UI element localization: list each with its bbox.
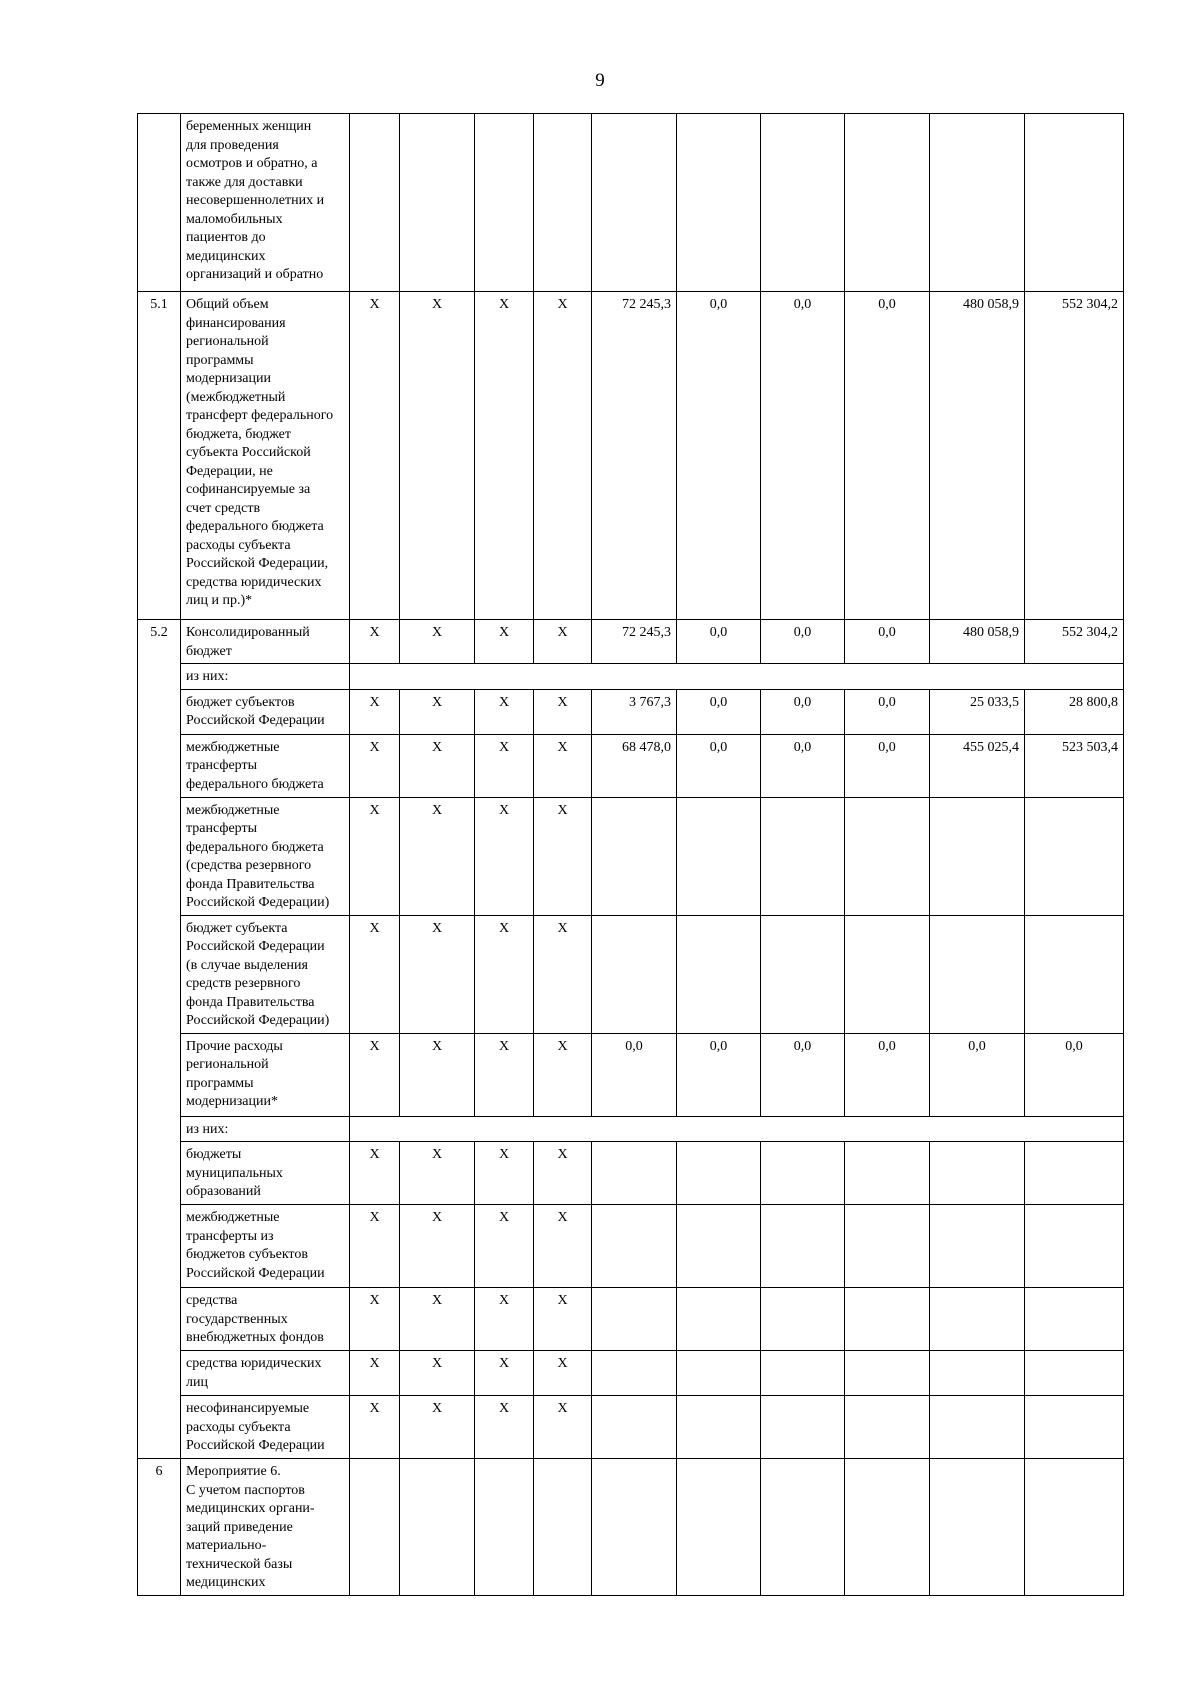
value-cell: 0,0 bbox=[677, 1033, 761, 1116]
x-mark-cell bbox=[475, 114, 534, 292]
value-cell bbox=[845, 1205, 930, 1288]
value-cell bbox=[1025, 1142, 1124, 1205]
value-cell bbox=[1025, 1288, 1124, 1351]
x-mark-cell: X bbox=[475, 1288, 534, 1351]
table-row bbox=[138, 1351, 1124, 1396]
row-number-cell: 5.1 bbox=[138, 292, 181, 620]
x-mark-cell: X bbox=[475, 797, 534, 915]
x-mark-cell: X bbox=[350, 797, 400, 915]
table-row bbox=[138, 1288, 1124, 1351]
value-cell: 480 058,9 bbox=[930, 292, 1025, 620]
row-label-cell: Общий объем финансирования региональной программы модернизации (межбюджетный трансферт федерального бюджета, бюджет субъекта Российской Федерации, не софинансируемые за счет средств федерального бюджета расходы субъекта Российской Федерации, средства юридических лиц и пр.)* bbox=[181, 292, 350, 620]
x-mark-cell: X bbox=[475, 689, 534, 734]
value-cell bbox=[677, 1351, 761, 1396]
table-row bbox=[138, 114, 1124, 292]
x-mark-cell: X bbox=[534, 292, 592, 620]
value-cell bbox=[761, 1142, 845, 1205]
value-cell: 523 503,4 bbox=[1025, 734, 1124, 797]
value-cell bbox=[1025, 1205, 1124, 1288]
x-mark-cell: X bbox=[350, 292, 400, 620]
value-cell bbox=[592, 797, 677, 915]
value-cell bbox=[930, 1351, 1025, 1396]
value-cell bbox=[592, 915, 677, 1033]
value-cell bbox=[677, 114, 761, 292]
row-label-cell: межбюджетные трансферты федерального бюджета bbox=[181, 734, 350, 797]
x-mark-cell bbox=[534, 114, 592, 292]
table-row bbox=[138, 1396, 1124, 1459]
value-cell bbox=[845, 1142, 930, 1205]
x-mark-cell bbox=[350, 1459, 400, 1596]
value-cell bbox=[592, 1459, 677, 1596]
value-cell: 0,0 bbox=[677, 734, 761, 797]
row-label-cell: межбюджетные трансферты федерального бюджета (средства резервного фонда Правительства Российской Федерации) bbox=[181, 797, 350, 915]
x-mark-cell: X bbox=[350, 1033, 400, 1116]
value-cell: 552 304,2 bbox=[1025, 292, 1124, 620]
value-cell: 0,0 bbox=[845, 292, 930, 620]
table-row bbox=[138, 1142, 1124, 1205]
row-label-cell: межбюджетные трансферты из бюджетов субъектов Российской Федерации bbox=[181, 1205, 350, 1288]
table-row bbox=[138, 734, 1124, 797]
x-mark-cell: X bbox=[400, 620, 475, 664]
value-cell bbox=[761, 915, 845, 1033]
value-cell bbox=[930, 1142, 1025, 1205]
row-label-cell: средства юридических лиц bbox=[181, 1351, 350, 1396]
value-cell bbox=[592, 1288, 677, 1351]
x-mark-cell: X bbox=[350, 620, 400, 664]
value-cell bbox=[761, 1288, 845, 1351]
value-cell bbox=[930, 915, 1025, 1033]
x-mark-cell: X bbox=[475, 1205, 534, 1288]
x-mark-cell: X bbox=[400, 1205, 475, 1288]
x-mark-cell: X bbox=[534, 1288, 592, 1351]
x-mark-cell: X bbox=[350, 1396, 400, 1459]
x-mark-cell: X bbox=[475, 620, 534, 664]
empty-span-cell bbox=[350, 664, 1124, 690]
x-mark-cell: X bbox=[400, 734, 475, 797]
value-cell bbox=[845, 114, 930, 292]
value-cell bbox=[761, 797, 845, 915]
value-cell bbox=[677, 1459, 761, 1596]
value-cell: 455 025,4 bbox=[930, 734, 1025, 797]
value-cell bbox=[930, 114, 1025, 292]
value-cell bbox=[845, 915, 930, 1033]
x-mark-cell: X bbox=[350, 1205, 400, 1288]
x-mark-cell: X bbox=[400, 797, 475, 915]
value-cell: 28 800,8 bbox=[1025, 689, 1124, 734]
x-mark-cell: X bbox=[534, 620, 592, 664]
value-cell: 0,0 bbox=[761, 734, 845, 797]
value-cell bbox=[761, 114, 845, 292]
value-cell bbox=[1025, 915, 1124, 1033]
value-cell bbox=[761, 1459, 845, 1596]
row-label-cell: несофинансируемые расходы субъекта Российской Федерации bbox=[181, 1396, 350, 1459]
x-mark-cell bbox=[400, 114, 475, 292]
value-cell bbox=[930, 1396, 1025, 1459]
row-label-cell: беременных женщин для проведения осмотров и обратно, а также для доставки несовершеннолетних и маломобильных пациентов до медицинских организаций и обратно bbox=[181, 114, 350, 292]
x-mark-cell: X bbox=[400, 1288, 475, 1351]
x-mark-cell: X bbox=[534, 734, 592, 797]
value-cell bbox=[761, 1351, 845, 1396]
table-body bbox=[138, 114, 1124, 1596]
value-cell bbox=[1025, 1351, 1124, 1396]
x-mark-cell: X bbox=[400, 915, 475, 1033]
x-mark-cell: X bbox=[534, 1033, 592, 1116]
value-cell bbox=[1025, 114, 1124, 292]
row-number-cell bbox=[138, 114, 181, 292]
x-mark-cell: X bbox=[400, 1396, 475, 1459]
value-cell: 0,0 bbox=[761, 620, 845, 664]
value-cell: 0,0 bbox=[845, 689, 930, 734]
x-mark-cell: X bbox=[400, 292, 475, 620]
page-number: 9 bbox=[595, 70, 605, 91]
value-cell bbox=[592, 114, 677, 292]
value-cell bbox=[761, 1396, 845, 1459]
row-label-cell: из них: bbox=[181, 664, 350, 690]
row-number-cell: 5.2 bbox=[138, 620, 181, 1459]
value-cell bbox=[761, 1205, 845, 1288]
value-cell bbox=[930, 1205, 1025, 1288]
x-mark-cell: X bbox=[400, 689, 475, 734]
value-cell: 0,0 bbox=[845, 1033, 930, 1116]
value-cell bbox=[677, 1288, 761, 1351]
x-mark-cell bbox=[475, 1459, 534, 1596]
value-cell: 480 058,9 bbox=[930, 620, 1025, 664]
x-mark-cell: X bbox=[534, 689, 592, 734]
empty-span-cell bbox=[350, 1116, 1124, 1142]
value-cell: 0,0 bbox=[761, 1033, 845, 1116]
x-mark-cell: X bbox=[350, 1351, 400, 1396]
x-mark-cell: X bbox=[534, 915, 592, 1033]
financing-table bbox=[137, 113, 1124, 1596]
value-cell bbox=[930, 1459, 1025, 1596]
row-label-cell: бюджет субъектов Российской Федерации bbox=[181, 689, 350, 734]
value-cell bbox=[677, 1142, 761, 1205]
value-cell: 68 478,0 bbox=[592, 734, 677, 797]
table-row bbox=[138, 664, 1124, 690]
table-row bbox=[138, 1033, 1124, 1116]
value-cell: 0,0 bbox=[677, 292, 761, 620]
value-cell bbox=[845, 1351, 930, 1396]
x-mark-cell: X bbox=[475, 734, 534, 797]
x-mark-cell: X bbox=[534, 1396, 592, 1459]
x-mark-cell: X bbox=[350, 1142, 400, 1205]
x-mark-cell bbox=[534, 1459, 592, 1596]
value-cell bbox=[930, 797, 1025, 915]
table-row bbox=[138, 797, 1124, 915]
value-cell: 552 304,2 bbox=[1025, 620, 1124, 664]
x-mark-cell: X bbox=[400, 1142, 475, 1205]
x-mark-cell: X bbox=[534, 797, 592, 915]
value-cell: 0,0 bbox=[761, 689, 845, 734]
x-mark-cell bbox=[350, 114, 400, 292]
value-cell bbox=[845, 1396, 930, 1459]
value-cell: 0,0 bbox=[761, 292, 845, 620]
x-mark-cell: X bbox=[534, 1351, 592, 1396]
value-cell bbox=[1025, 1396, 1124, 1459]
value-cell bbox=[845, 1288, 930, 1351]
value-cell bbox=[845, 1459, 930, 1596]
table-row bbox=[138, 1205, 1124, 1288]
row-label-cell: Мероприятие 6. С учетом паспортов медицинских органи- заций приведение материально- технической базы медицинских bbox=[181, 1459, 350, 1596]
x-mark-cell: X bbox=[400, 1033, 475, 1116]
x-mark-cell: X bbox=[475, 1033, 534, 1116]
value-cell bbox=[1025, 1459, 1124, 1596]
x-mark-cell: X bbox=[350, 915, 400, 1033]
table-row bbox=[138, 292, 1124, 620]
table-row bbox=[138, 620, 1124, 664]
value-cell bbox=[592, 1351, 677, 1396]
value-cell: 0,0 bbox=[1025, 1033, 1124, 1116]
row-label-cell: бюджеты муниципальных образований bbox=[181, 1142, 350, 1205]
x-mark-cell bbox=[400, 1459, 475, 1596]
x-mark-cell: X bbox=[534, 1205, 592, 1288]
x-mark-cell: X bbox=[400, 1351, 475, 1396]
value-cell bbox=[592, 1142, 677, 1205]
value-cell bbox=[677, 1396, 761, 1459]
row-number-cell: 6 bbox=[138, 1459, 181, 1596]
value-cell: 0,0 bbox=[845, 620, 930, 664]
value-cell bbox=[845, 797, 930, 915]
x-mark-cell: X bbox=[350, 689, 400, 734]
row-label-cell: бюджет субъекта Российской Федерации (в случае выделения средств резервного фонда Правительства Российской Федерации) bbox=[181, 915, 350, 1033]
value-cell bbox=[930, 1288, 1025, 1351]
row-label-cell: средства государственных внебюджетных фондов bbox=[181, 1288, 350, 1351]
value-cell bbox=[677, 797, 761, 915]
x-mark-cell: X bbox=[475, 915, 534, 1033]
value-cell: 0,0 bbox=[677, 620, 761, 664]
x-mark-cell: X bbox=[475, 292, 534, 620]
x-mark-cell: X bbox=[534, 1142, 592, 1205]
x-mark-cell: X bbox=[350, 734, 400, 797]
value-cell: 3 767,3 bbox=[592, 689, 677, 734]
value-cell: 0,0 bbox=[930, 1033, 1025, 1116]
x-mark-cell: X bbox=[475, 1396, 534, 1459]
value-cell: 72 245,3 bbox=[592, 620, 677, 664]
value-cell bbox=[1025, 797, 1124, 915]
row-label-cell: из них: bbox=[181, 1116, 350, 1142]
value-cell: 0,0 bbox=[677, 689, 761, 734]
table-row bbox=[138, 689, 1124, 734]
row-label-cell: Прочие расходы региональной программы модернизации* bbox=[181, 1033, 350, 1116]
table-row bbox=[138, 1459, 1124, 1596]
table-row bbox=[138, 1116, 1124, 1142]
value-cell bbox=[592, 1396, 677, 1459]
x-mark-cell: X bbox=[475, 1351, 534, 1396]
x-mark-cell: X bbox=[350, 1288, 400, 1351]
value-cell bbox=[677, 1205, 761, 1288]
value-cell: 0,0 bbox=[592, 1033, 677, 1116]
value-cell bbox=[592, 1205, 677, 1288]
x-mark-cell: X bbox=[475, 1142, 534, 1205]
value-cell bbox=[677, 915, 761, 1033]
value-cell: 0,0 bbox=[845, 734, 930, 797]
table-row bbox=[138, 915, 1124, 1033]
value-cell: 25 033,5 bbox=[930, 689, 1025, 734]
row-label-cell: Консолидированный бюджет bbox=[181, 620, 350, 664]
value-cell: 72 245,3 bbox=[592, 292, 677, 620]
